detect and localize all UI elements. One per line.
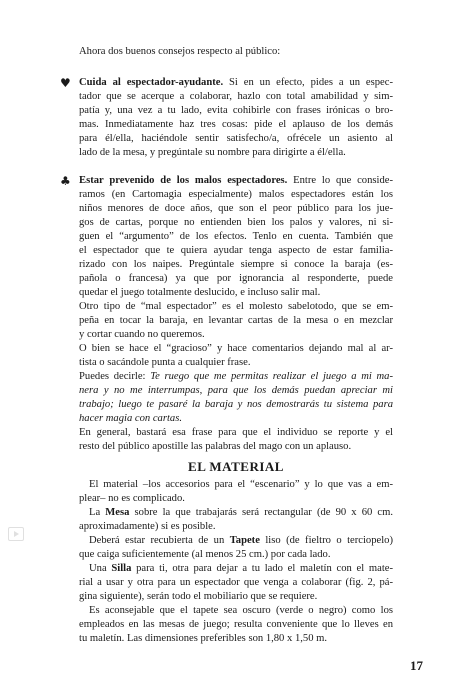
tapete-term: Tapete — [229, 535, 260, 546]
material-mesa-line-2: aproximadamente) si es posible. — [79, 521, 216, 532]
mesa-term: Mesa — [105, 507, 130, 518]
section1-line-6: lado de la mesa, y pregúntale su nombre para dirigirte a él/ella. — [79, 147, 346, 158]
section1-title: Cuida al espectador-ayudante. — [79, 77, 224, 88]
section2-line-9: quedar el juego totalmente deslucido, e incluso salir mal. — [79, 287, 321, 298]
heart-suit-icon: ♥ — [60, 76, 71, 90]
section2-line-12: y cortar cuando no queremos. — [79, 329, 205, 340]
section1-line-4: mas. Inmediatamente haz tres cosas: pide el aplauso de los demás — [79, 119, 393, 130]
section2-line-11: peña en tocar la baraja, en levantar cartas de la mesa o en mezclar — [79, 315, 393, 326]
section-heading: EL MATERIAL — [188, 459, 284, 474]
section2-line-10: Otro tipo de “mal espectador” es el molesto sabelotodo, que se em- — [79, 301, 393, 312]
section2-line-6: el espectador que te quiera ayudar tenga aspecto de estar familia- — [79, 245, 393, 256]
club-suit-icon: ♣ — [60, 174, 71, 188]
section2-line-4: gos de cartas, porque no entienden bien los palos y valores, ni si- — [79, 217, 393, 228]
material-silla-line-2: rial a usar y otra para un espectador que venga a colaborar (fig. 2, pá- — [79, 577, 393, 588]
material-p5-line-3: tu maletín. Las dimensiones preferibles son 1,80 x 1,50 m. — [79, 633, 328, 644]
material-p1-line-2: plear– no es complicado. — [79, 493, 185, 504]
closing-line-2: resto del público apostille las palabras del mago con un aplauso. — [79, 441, 352, 452]
section2-line-5: guen el “argumento” de los efectos. Tenlo en cuenta. También que — [79, 231, 393, 242]
material-silla-line-1: Una Silla para ti, otra para dejar a tu lado el maletín con el mate- — [89, 563, 393, 574]
quote-line-4: hacer magia con cartas. — [79, 413, 182, 424]
material-mesa-line-1: La Mesa sobre la que trabajarás será rectangular (de 90 x 60 cm. — [89, 507, 393, 518]
play-icon — [8, 527, 24, 541]
silla-term: Silla — [111, 563, 132, 574]
section2-title: Estar prevenido de los malos espectadores. — [79, 175, 288, 186]
section1-line-3: patía y, una vez a tu lado, evita cohibirle con frases irónicas o bro- — [79, 105, 393, 116]
material-p5-line-1: Es aconsejable que el tapete sea oscuro (verde o negro) como los — [89, 605, 393, 616]
page-number: 17 — [410, 658, 423, 673]
section1-line-5: para él/ella, haciéndole sentir satisfecho/a, ofrécele un asiento al — [79, 133, 393, 144]
intro-text: Ahora dos buenos consejos respecto al público: — [79, 46, 281, 57]
material-tapete-line-2: que caiga suficientemente (al menos 25 cm.) por cada lado. — [79, 549, 331, 560]
material-silla-line-3: gina siguiente), serán todo el mobiliario que se requiere. — [79, 591, 318, 602]
quote-line-1: Puedes decirle: Te ruego que me permitas realizar el juego a mi ma- — [79, 371, 393, 382]
material-tapete-line-1: Deberá estar recubierta de un Tapete liso (de fieltro o terciopelo) — [89, 535, 393, 546]
section2-line-3: niños menores de doce años, que son el peor público para los jue- — [79, 203, 393, 214]
section1-line-1: Cuida al espectador-ayudante. Si en un efecto, pides a un espec- — [79, 77, 393, 88]
section2-line-1: Estar prevenido de los malos espectadores. Entre lo que conside- — [79, 175, 393, 186]
material-p5-line-2: empleados en las mesas de juego; resulta conveniente que lo lleves en — [79, 619, 393, 630]
section2-line-13: O bien se hace el “gracioso” y hace comentarios dejando mal al ar- — [79, 343, 393, 354]
section2-line-2: ramos (en Cartomagia especialmente) malos espectadores están los — [79, 189, 393, 200]
quote-line-3: trabajo; luego te pasaré la baraja y nos demostrarás tu sistema para — [79, 399, 393, 410]
quote-line-2: nera y no me interrumpas, para que los demás puedan apreciar mi — [79, 385, 393, 396]
section1-line-2: tador que se acerque a colaborar, hazlo con total amabilidad y sim- — [79, 91, 393, 102]
material-p1-line-1: El material –los accesorios para el “escenario” y lo que vas a em- — [89, 479, 393, 490]
section2-line-7: rizado con los naipes. Pregúntale siempre si conoce la baraja (es- — [79, 259, 393, 270]
section2-line-14: tista o sacándole punta a cualquier frase. — [79, 357, 251, 368]
quote-lead: Puedes decirle: — [79, 371, 151, 382]
section2-line-8: pañola o francesa) ya que por ignorancia al responderte, puede — [79, 273, 393, 284]
closing-line-1: En general, bastará esa frase para que el individuo se reporte y el — [79, 427, 393, 438]
